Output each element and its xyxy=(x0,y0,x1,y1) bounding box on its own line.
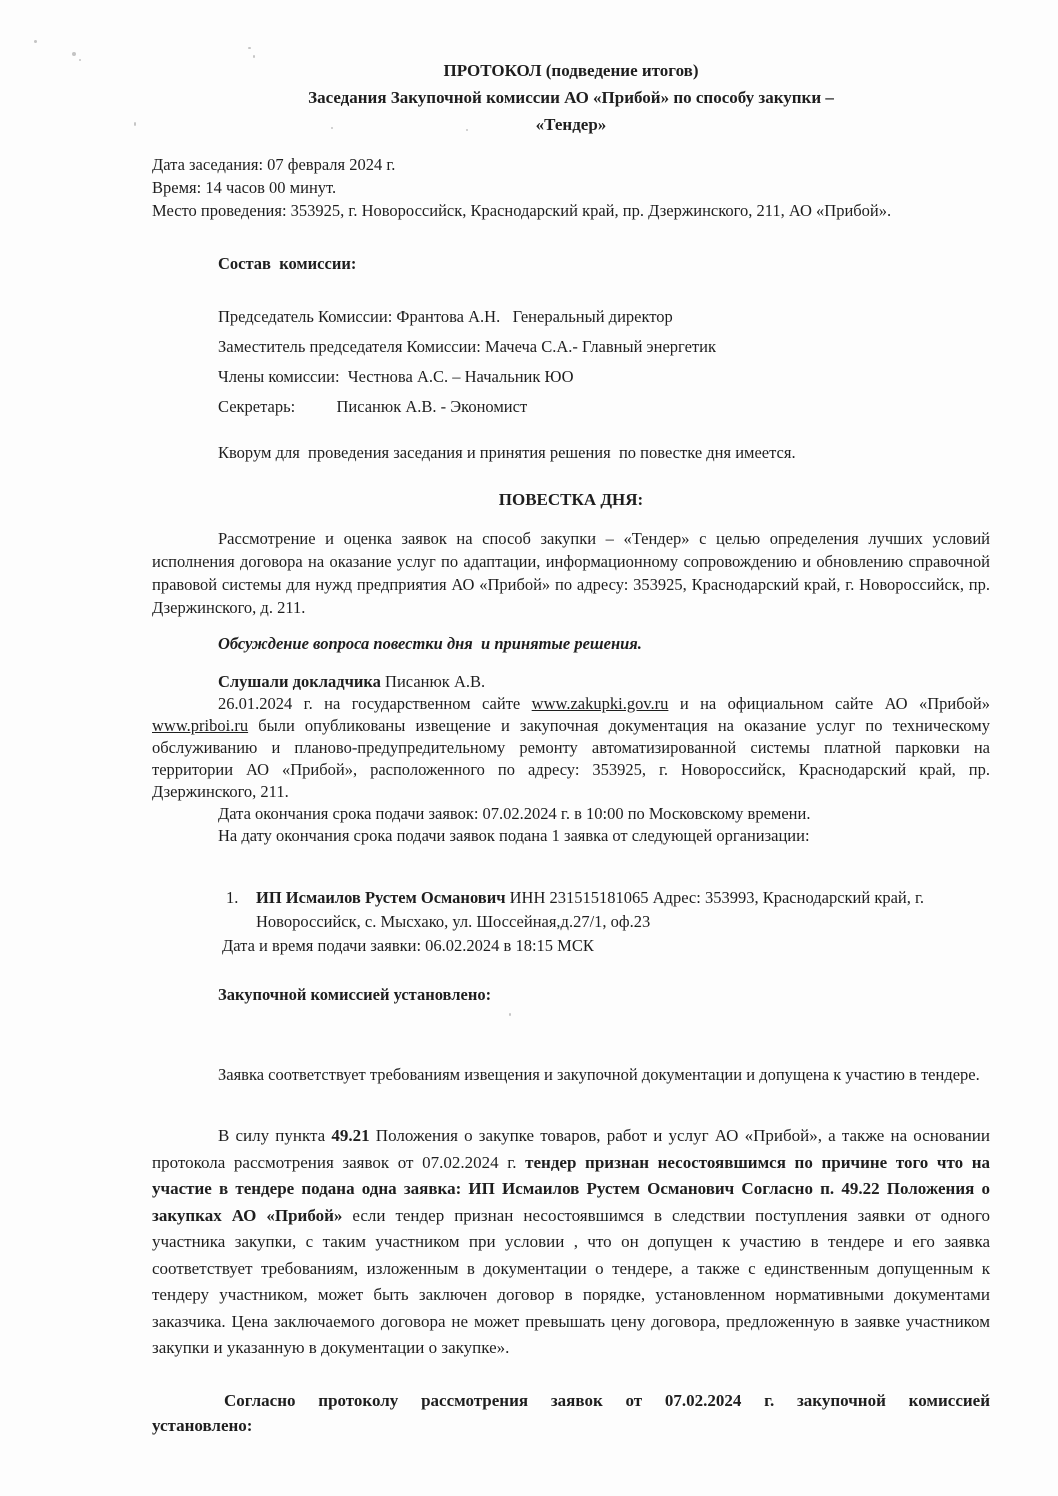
final-statement-line-1: Согласно протоколу рассмотрения заявок от 07.02.2024 г. закупочной комиссией xyxy=(224,1390,990,1410)
scan-speck xyxy=(466,129,468,131)
established-heading: Закупочной комиссией установлено: xyxy=(218,985,492,1004)
meeting-meta xyxy=(152,153,990,222)
ruling-text-2: Положения о закупке товаров, работ и услуг АО «Прибой», а также на основании протокола рассмотрения заявок от 07.02.2024 г. xyxy=(152,1126,990,1172)
commission-members xyxy=(218,302,990,422)
ruling-text-1: В силу пункта xyxy=(218,1126,332,1145)
agenda-paragraph: Рассмотрение и оценка заявок на способ закупки – «Тендер» с целью определения лучших условий исполнения договора на оказание услуг по адаптации, информационному сопровождению и обновлению справочной правовой системы для нужд предприятия АО «Прибой» по адресу: 353925, Краснодарский край, г. Новороссийск, пр. Дзержинского, д. 211. xyxy=(152,529,990,617)
scan-speck xyxy=(331,127,333,129)
scan-speck xyxy=(79,59,81,61)
scan-speck xyxy=(72,52,76,56)
applications-received-line: На дату окончания срока подачи заявок подана 1 заявка от следующей организации: xyxy=(218,826,810,845)
speaker-line xyxy=(218,670,990,693)
scan-speck xyxy=(248,47,251,49)
commission-member-members: Члены комиссии: Честнова А.С. – Начальник ЮО xyxy=(218,367,574,386)
scan-speck xyxy=(509,1013,511,1016)
application-submitted-line: Дата и время подачи заявки: 06.02.2024 в 18:15 МСК xyxy=(222,936,594,955)
meeting-date-line: Дата заседания: 07 февраля 2024 г. xyxy=(152,155,396,174)
document-title xyxy=(152,57,990,138)
final-statement-line-2: установлено: xyxy=(152,1415,253,1435)
ruling-bold-statement: тендер признан несостоявшимся по причине того что на участие в тендере подана одна заявка: ИП Исмаилов Рустем Османович Согласно п. 49.22 Положения о закупках АО «Прибой» xyxy=(152,1152,990,1225)
zakupki-gov-link: www.zakupki.gov.ru xyxy=(531,694,669,713)
ruling-clause-number: 49.21 xyxy=(331,1126,370,1145)
publication-paragraph xyxy=(152,693,990,803)
priboi-site-link: www.priboi.ru xyxy=(152,716,249,735)
scan-speck xyxy=(253,55,255,58)
speaker-name: Писанюк А.В. xyxy=(380,672,486,691)
scan-speck xyxy=(34,40,37,43)
commission-heading: Состав комиссии: xyxy=(218,254,357,273)
publication-text-1: 26.01.2024 г. на государственном сайте xyxy=(218,694,532,713)
agenda-heading: ПОВЕСТКА ДНЯ: xyxy=(498,490,644,509)
applicant-number: 1. xyxy=(226,888,239,907)
title-line-1: ПРОТОКОЛ (подведение итогов) xyxy=(443,61,699,80)
publication-text-3: были опубликованы извещение и закупочная документация на оказание услуг по техническому обслуживанию и планово-предупредительному ремонту автоматизированной системы платной парковки на территории АО «Прибой», расположенного по адресу: 353925, г. Новороссийск, Краснодарский край, пр. Дзержинского, 211. xyxy=(152,716,990,801)
speaker-label: Слушали докладчика xyxy=(218,672,381,691)
applicant-item xyxy=(226,886,980,934)
ruling-paragraph xyxy=(152,1123,990,1362)
commission-member-deputy: Заместитель председателя Комиссии: Мачеча С.А.- Главный энергетик xyxy=(218,337,716,356)
applicant-name: ИП Исмаилов Рустем Османович xyxy=(256,888,506,907)
final-statement xyxy=(152,1388,990,1438)
ruling-text-3: если тендер признан несостоявшимся в следствии поступления заявки от одного участника закупки, с таким участником при условии , что он допущен к участию в тендере и его заявка соответствует требованиям, изложенным в документации о тендере, а также с единственным допущенным к тендеру участником, может быть заключен договор в порядке, установленном нормативными документами заказчика. Цена заключаемого договора не может превышать цену договора, предложенную в заявке участником закупки и указанную в документации о закупке». xyxy=(152,1205,990,1357)
meeting-time-line: Время: 14 часов 00 минут. xyxy=(152,178,337,197)
compliance-paragraph: Заявка соответствует требованиям извещения и закупочной документации и допущена к участию в тендере. xyxy=(218,1065,980,1084)
publication-text-2: и на официальном сайте АО «Прибой» xyxy=(668,694,990,713)
deadline-line: Дата окончания срока подачи заявок: 07.02.2024 г. в 10:00 по Московскому времени. xyxy=(218,804,811,823)
title-line-2: Заседания Закупочной комиссии АО «Прибой» по способу закупки – xyxy=(308,88,834,107)
scan-speck xyxy=(134,122,136,126)
discussion-heading: Обсуждение вопроса повестки дня и принятые решения. xyxy=(218,634,642,653)
title-line-3: «Тендер» xyxy=(535,115,607,134)
commission-member-secretary: Секретарь: Писанюк А.В. - Экономист xyxy=(218,397,528,416)
meeting-place-line: Место проведения: 353925, г. Новороссийск, Краснодарский край, пр. Дзержинского, 211, АО «Прибой». xyxy=(152,201,892,220)
quorum-statement: Кворум для проведения заседания и принятия решения по повестке дня имеется. xyxy=(218,443,796,462)
commission-member-chair: Председатель Комиссии: Франтова А.Н. Генеральный директор xyxy=(218,307,673,326)
applicant-details: ИНН 231515181065 Адрес: 353993, Краснодарский край, г. Новороссийск, с. Мысхако, ул. Шоссейная,д.27/1, оф.23 xyxy=(256,888,925,931)
